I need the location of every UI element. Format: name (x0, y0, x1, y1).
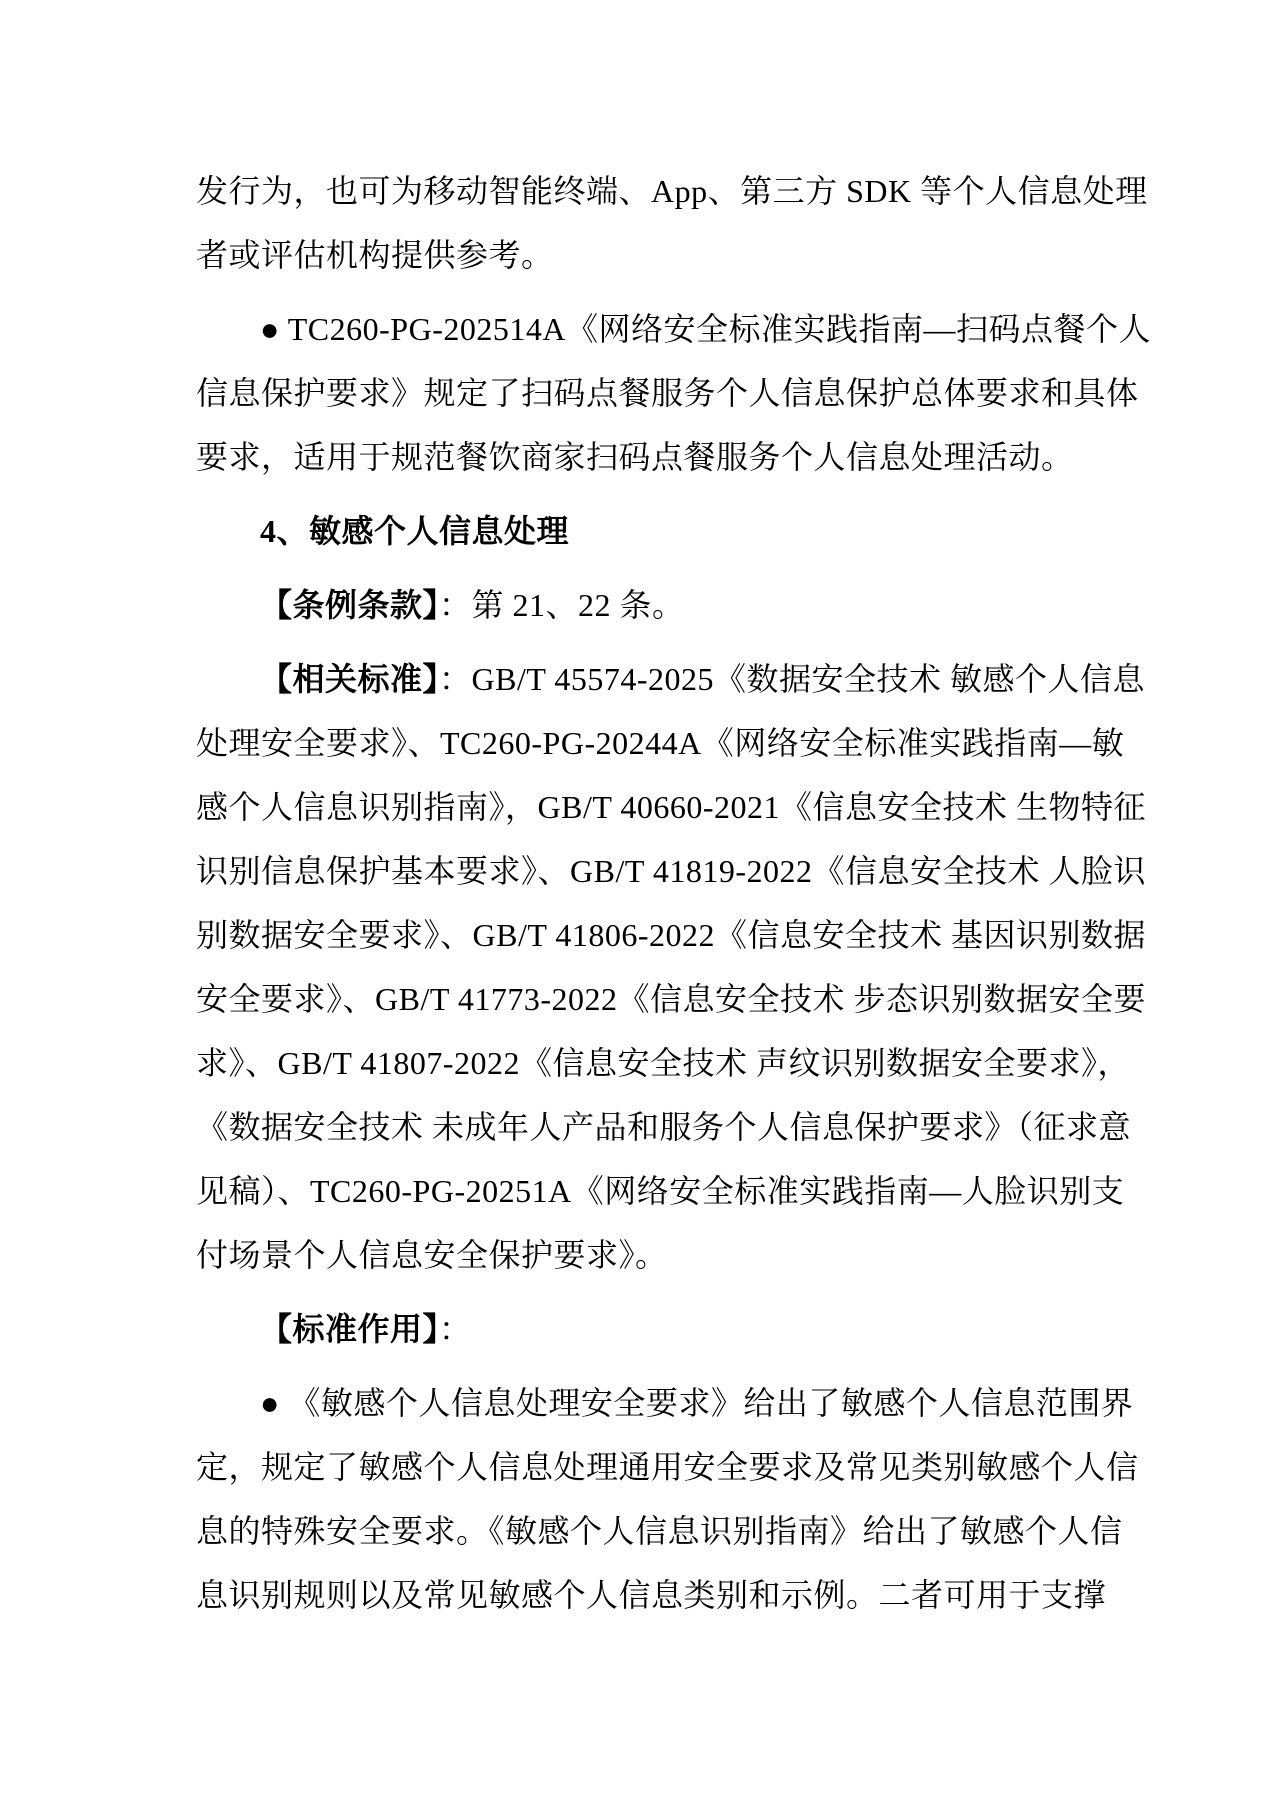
standards-line: 别数据安全要求》、GB/T 41806-2022《信息安全技术 基因识别数据 (196, 917, 1146, 953)
standards-line: 付场景个人信息安全保护要求》。 (196, 1237, 668, 1273)
clause-label-line (196, 573, 1086, 637)
bullet-item-line: 定，规定了敏感个人信息处理通用安全要求及常见类别敏感个人信 (196, 1449, 1139, 1485)
body-line: 者或评估机构提供参考。 (196, 237, 554, 273)
standards-line: 见稿）、TC260-PG-20251A《网络安全标准实践指南—人脸识别支 (196, 1173, 1125, 1209)
standards-label-line (196, 647, 1145, 711)
clause-label: 【条例条款】 (260, 587, 440, 623)
bullet-item-line: 要求，适用于规范餐饮商家扫码点餐服务个人信息处理活动。 (196, 439, 1074, 475)
standards-line: 安全要求》、GB/T 41773-2022《信息安全技术 步态识别数据安全要 (196, 981, 1146, 1017)
bullet-item-line: 息识别规则以及常见敏感个人信息类别和示例。二者可用于支撑 (196, 1577, 1107, 1613)
standards-line: 处理安全要求》、TC260-PG-20244A《网络安全标准实践指南—敏 (196, 725, 1125, 761)
standards-label: 【相关标准】 (260, 661, 440, 697)
standards-line: 感个人信息识别指南》，GB/T 40660-2021《信息安全技术 生物特征 (196, 789, 1146, 825)
standards-line: 识别信息保护基本要求》、GB/T 41819-2022《信息安全技术 人脸识 (196, 853, 1146, 889)
purpose-label: 【标准作用】 (260, 1311, 440, 1347)
purpose-colon: ： (439, 1311, 472, 1347)
clause-value: ：第 21、22 条。 (439, 587, 685, 623)
purpose-label-line (196, 1297, 1086, 1361)
body-line: 发行为，也可为移动智能终端、App、第三方 SDK 等个人信息处理 (196, 173, 1148, 209)
section-heading: 4、敏感个人信息处理 (260, 513, 570, 549)
bullet-item-line: 息的特殊安全要求。《敏感个人信息识别指南》给出了敏感个人信 (196, 1513, 1123, 1549)
page-text-block (196, 159, 1151, 1627)
bullet-item-line: ● TC260-PG-202514A《网络安全标准实践指南—扫码点餐个人 (260, 311, 1151, 347)
bullet-item-line: 信息保护要求》规定了扫码点餐服务个人信息保护总体要求和具体 (196, 375, 1139, 411)
bullet-item-line: ● 《敏感个人信息处理安全要求》给出了敏感个人信息范围界 (260, 1385, 1134, 1421)
standards-line: 求》、GB/T 41807-2022《信息安全技术 声纹识别数据安全要求》， (196, 1045, 1130, 1081)
standards-line: 《数据安全技术 未成年人产品和服务个人信息保护要求》（征求意 (196, 1109, 1132, 1145)
standards-value: ：GB/T 45574-2025《数据安全技术 敏感个人信息 (439, 661, 1145, 697)
